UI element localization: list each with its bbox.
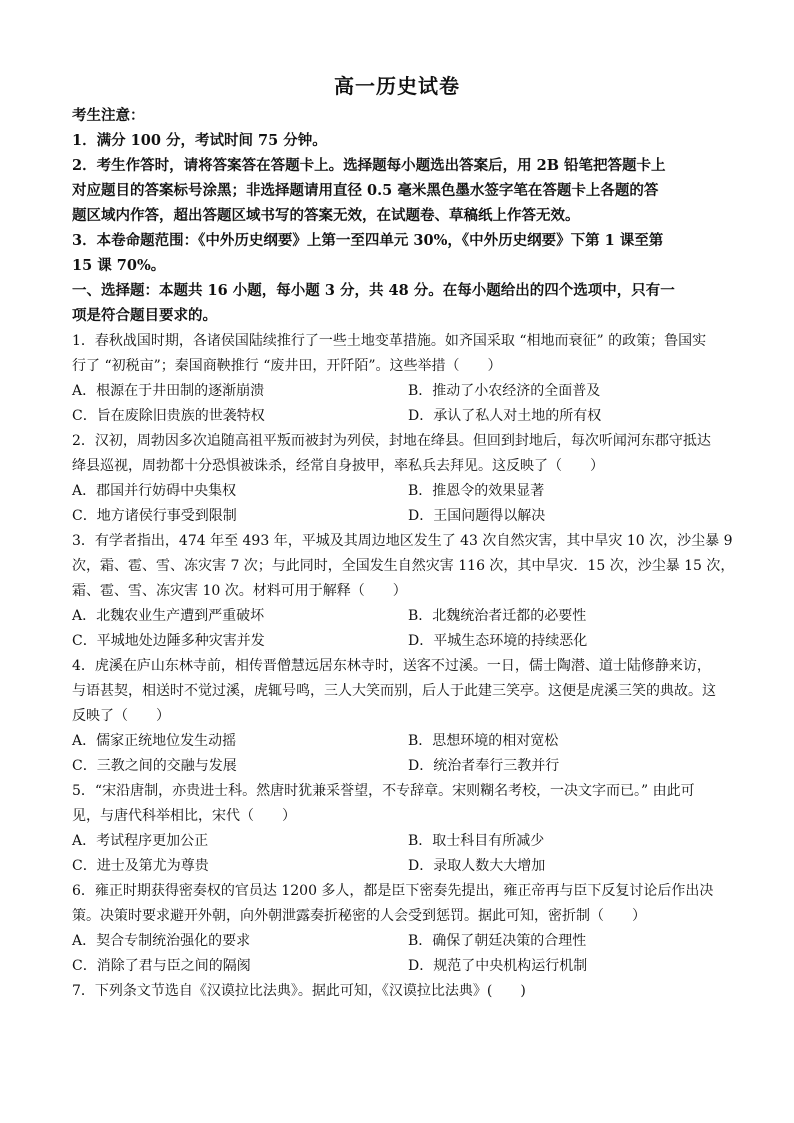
question-4-line-3: 反映了（ ） [72, 708, 170, 724]
question-6-line-1: 6．雍正时期获得密奏权的官员达 1200 多人，都是臣下密奏先提出，雍正帝再与臣下反复讨论后作出决 [72, 883, 714, 899]
question-6-option-b: B．确保了朝廷决策的合理性 [408, 933, 587, 949]
question-5-option-b: B．取士科目有所减少 [408, 833, 545, 849]
question-7-line-1: 7．下列条文节选自《汉谟拉比法典》。据此可知，《汉谟拉比法典》( ) [72, 983, 526, 999]
question-1-line-1: 1．春秋战国时期，各诸侯国陆续推行了一些土地变革措施。如齐国采取 “相地而衰征” 的政策；鲁国实 [72, 333, 707, 349]
question-6-line-2: 策。决策时要求避开外朝，向外朝泄露奏折秘密的人会受到惩罚。据此可知，密折制（ ） [72, 908, 646, 924]
question-2-line-2: 绛县巡视，周勃都十分恐惧被诛杀，经常自身披甲，率私兵去拜见。这反映了（ ） [72, 458, 604, 474]
question-1-line-2: 行了 “初税亩”；秦国商鞅推行 “废井田，开阡陌”。这些举措（ ） [72, 358, 502, 374]
section-heading-line-2: 项是符合题目要求的。 [72, 307, 217, 324]
question-3-option-b: B．北魏统治者迁都的必要性 [408, 608, 587, 624]
notice-item-3-line-2: 15 课 70%。 [72, 257, 166, 274]
question-6-option-a: A．契合专制统治强化的要求 [72, 933, 251, 949]
question-3-option-a: A．北魏农业生产遭到严重破坏 [72, 608, 265, 624]
question-1-option-b: B．推动了小农经济的全面普及 [408, 383, 601, 399]
question-5-option-a: A．考试程序更加公正 [72, 833, 209, 849]
notice-item-1: 1．满分 100 分，考试时间 75 分钟。 [72, 132, 327, 149]
question-2-option-a: A．郡国并行妨碍中央集权 [72, 483, 237, 499]
question-3-line-1: 3．有学者指出，474 年至 493 年，平城及其周边地区发生了 43 次自然灾害，其中旱灾 10 次，沙尘暴 9 [72, 533, 733, 549]
question-2-option-c: C．地方诸侯行事受到限制 [72, 508, 237, 524]
question-3-line-3: 霜、雹、雪、冻灾害 10 次。材料可用于解释（ ） [72, 583, 407, 599]
question-3-option-d: D．平城生态环境的持续恶化 [408, 633, 588, 649]
question-4-option-b: B．思想环境的相对宽松 [408, 733, 559, 749]
section-heading-line-1: 一、选择题：本题共 16 小题，每小题 3 分，共 48 分。在每小题给出的四个选项中，只有一 [72, 282, 675, 299]
question-5-option-c: C．进士及第尤为尊贵 [72, 858, 209, 874]
question-6-option-d: D．规范了中央机构运行机制 [408, 958, 588, 974]
question-6-option-c: C．消除了君与臣之间的隔阂 [72, 958, 251, 974]
question-4-option-c: C．三教之间的交融与发展 [72, 758, 237, 774]
notice-heading: 考生注意： [72, 107, 145, 124]
question-2-option-d: D．王国问题得以解决 [408, 508, 546, 524]
question-4-option-a: A．儒家正统地位发生动摇 [72, 733, 237, 749]
notice-item-2-line-1: 2．考生作答时，请将答案答在答题卡上。选择题每小题选出答案后，用 2B 铅笔把答题卡上 [72, 157, 666, 174]
exam-title: 高一历史试卷 [334, 74, 460, 98]
question-1-option-d: D．承认了私人对土地的所有权 [408, 408, 602, 424]
question-4-option-d: D．统治者奉行三教并行 [408, 758, 560, 774]
notice-item-3-line-1: 3．本卷命题范围：《中外历史纲要》上第一至四单元 30%，《中外历史纲要》下第 1 课至第 [72, 232, 664, 249]
question-5-line-2: 见，与唐代科举相比，宋代（ ） [72, 808, 296, 824]
question-4-line-1: 4．虎溪在庐山东林寺前，相传晋僧慧远居东林寺时，送客不过溪。一日，儒士陶潜、道士陆修静来访， [72, 658, 711, 674]
question-1-option-c: C．旨在废除旧贵族的世袭特权 [72, 408, 265, 424]
notice-item-2-line-3: 题区域内作答，超出答题区域书写的答案无效，在试题卷、草稿纸上作答无效。 [72, 207, 580, 224]
question-5-option-d: D．录取人数大大增加 [408, 858, 546, 874]
question-2-line-1: 2．汉初，周勃因多次追随高祖平叛而被封为列侯，封地在绛县。但回到封地后，每次听闻河东郡守抵达 [72, 433, 711, 449]
question-1-option-a: A．根源在于井田制的逐渐崩溃 [72, 383, 265, 399]
question-4-line-2: 与语甚契，相送时不觉过溪，虎辄号鸣，三人大笑而别，后人于此建三笑亭。这便是虎溪三笑的典故。这 [72, 683, 716, 699]
notice-item-2-line-2: 对应题目的答案标号涂黑；非选择题请用直径 0.5 毫米黑色墨水签字笔在答题卡上各题的答 [72, 182, 659, 199]
question-3-option-c: C．平城地处边陲多种灾害并发 [72, 633, 265, 649]
question-5-line-1: 5．“宋沿唐制，亦贵进士科。然唐时犹兼采誉望，不专辞章。宋则糊名考校，一决文字而已。” 由此可 [72, 783, 695, 799]
question-2-option-b: B．推恩令的效果显著 [408, 483, 545, 499]
question-3-line-2: 次，霜、雹、雪、冻灾害 7 次；与此同时，全国发生自然灾害 116 次，其中旱灾．15 次，沙尘暴 15 次， [72, 558, 735, 574]
